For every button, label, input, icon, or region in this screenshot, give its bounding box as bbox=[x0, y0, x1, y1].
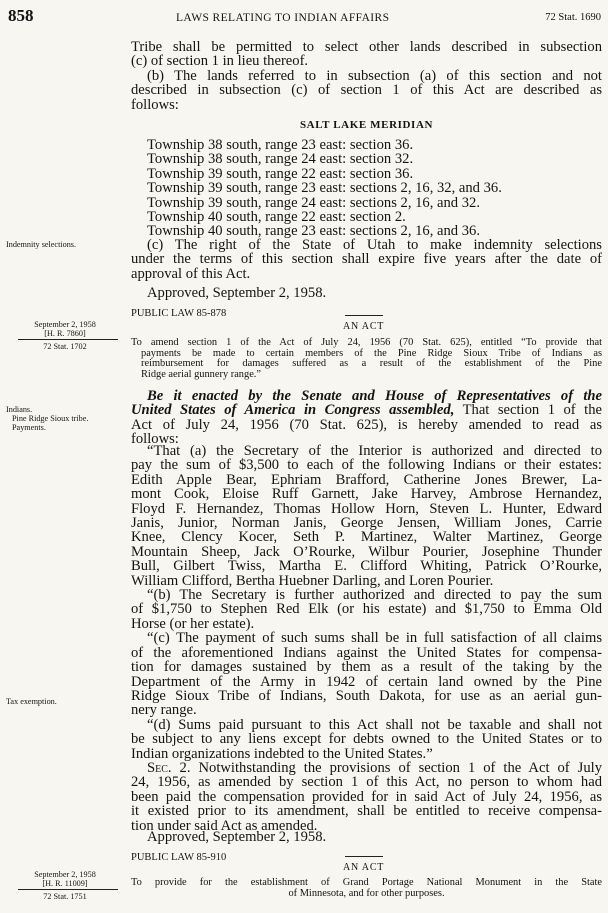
act-summary bbox=[131, 878, 602, 899]
text-line: under the terms of this section shall expire five years after the date of bbox=[131, 251, 602, 268]
enacting-tail: That section 1 of the bbox=[454, 402, 603, 419]
text-line: (b) The lands referred to in subsection (a) of this section and not bbox=[147, 67, 602, 84]
text-line: “(d) Sums paid pursuant to this Act shall not be taxable and shall not bbox=[147, 716, 602, 733]
list-item: Township 40 south, range 23 east: sections 2, 16, and 36. bbox=[147, 223, 480, 240]
list-item: Township 38 south, range 23 east: section 36. bbox=[147, 137, 414, 153]
text-line: Janis, Junior, Norman Janis, George Jensen, William Jones, Carrie bbox=[131, 515, 602, 532]
text-line: Ridge aerial gunnery range.” bbox=[141, 368, 262, 380]
running-title: LAWS RELATING TO INDIAN AFFAIRS bbox=[176, 12, 390, 24]
margin-note-tax: Tax exemption. bbox=[6, 697, 57, 706]
text-line: Department of the Army in 1942 of certain land owned by the Pine bbox=[131, 673, 602, 690]
list-item: Township 39 south, range 23 east: sections 2, 16, 32, and 36. bbox=[147, 180, 502, 197]
subsection-c bbox=[131, 238, 602, 281]
section-label: Sec. 2. bbox=[147, 759, 191, 776]
approved-text: Approved, September 2, 1958. bbox=[147, 829, 327, 845]
margin-note: Pine Ridge Sioux tribe. bbox=[12, 414, 89, 423]
text-line: To provide for the establishment of Grand Portage National Monument in the State bbox=[131, 877, 602, 888]
law-date: September 2, 1958 bbox=[34, 870, 96, 879]
text-line: Knee, Clency Kocer, Seth P. Martinez, Walter Martinez, George bbox=[131, 529, 602, 546]
law-margin-block bbox=[6, 870, 124, 888]
text-line: Indian organizations indebted to the United States.” bbox=[131, 745, 433, 762]
an-act-heading: AN ACT bbox=[343, 862, 385, 873]
stat-citation: 72 Stat. 1690 bbox=[545, 12, 601, 23]
divider bbox=[18, 339, 118, 340]
text-line: “(c) The payment of such sums shall be in full satisfaction of all claims bbox=[147, 630, 602, 647]
text-line: Mountain Sheep, Jack O’Rourke, Wilbur Pourier, Josephine Thunder bbox=[131, 543, 602, 560]
text-line: described in subsection (c) of section 1 of this Act are described as bbox=[131, 82, 602, 99]
law-date: September 2, 1958 bbox=[34, 320, 96, 329]
page-number: 858 bbox=[8, 6, 34, 25]
law-stat: 72 Stat. 1702 bbox=[43, 342, 87, 351]
section-continuation bbox=[131, 40, 602, 112]
text-line: Be it enacted by the Senate and House of Representatives of the bbox=[147, 388, 602, 404]
text-line: of Minnesota, and for other purposes. bbox=[288, 887, 445, 899]
law-stat: 72 Stat. 1751 bbox=[43, 892, 87, 901]
text-line: (c) of section 1 in lieu thereof. bbox=[131, 53, 309, 70]
text-line: “That (a) the Secretary of the Interior is authorized and directed to bbox=[147, 443, 602, 459]
enacting-phrase: United States of America in Congress assembled, bbox=[131, 402, 455, 419]
margin-note: Indians. bbox=[6, 405, 33, 414]
township-list bbox=[131, 138, 602, 239]
text-line: approval of this Act. bbox=[131, 265, 251, 282]
an-act-heading: AN ACT bbox=[343, 321, 385, 332]
text-line: pay the sum of $3,500 to each of the following Indians or their estates: bbox=[131, 457, 602, 474]
text-line: been paid the compensation provided for in said Act of July 24, 1956, as bbox=[131, 788, 602, 805]
text-line: Edith Apple Bear, Ephriam Brafford, Catherine Jones Brewer, La- bbox=[131, 471, 602, 488]
act-summary bbox=[131, 338, 602, 380]
section-text: Notwithstanding the provisions of section 1 of the Act of July bbox=[190, 759, 602, 776]
text-line: tion for damages sustained by them as a result of the taking by the bbox=[131, 659, 602, 676]
meridian-heading: SALT LAKE MERIDIAN bbox=[299, 119, 434, 131]
text-line: be subject to any liens except for debts owned to the United States or to bbox=[131, 731, 602, 748]
text-line: tion under said Act as amended. bbox=[131, 817, 318, 834]
text-line bbox=[131, 761, 602, 775]
margin-note-indemnity: Indemnity selections. bbox=[6, 240, 77, 249]
divider bbox=[18, 889, 118, 890]
list-item: Township 39 south, range 22 east: section 36. bbox=[147, 165, 414, 182]
public-law-title: PUBLIC LAW 85-878 bbox=[131, 308, 227, 319]
public-law-title: PUBLIC LAW 85-910 bbox=[131, 852, 227, 863]
text-line: (c) The right of the State of Utah to make indemnity selections bbox=[147, 237, 602, 253]
text-line: 24, 1956, as amended by section 1 of this Act, no person to whom had bbox=[131, 774, 602, 791]
text-line: mont Cook, Eloise Ruff Garnett, Jake Harvey, Ambrose Hernandez, bbox=[131, 486, 602, 503]
law-margin-block bbox=[6, 320, 124, 338]
text-line: Act of July 24, 1956 (70 Stat. 625), is hereby amended to read as bbox=[131, 416, 602, 433]
divider bbox=[345, 315, 383, 316]
bill-number: [H. R. 7860] bbox=[44, 329, 86, 338]
enacting-clause bbox=[131, 389, 602, 447]
approved-text: Approved, September 2, 1958. bbox=[147, 285, 327, 301]
text-line: Horse (or her estate). bbox=[131, 615, 255, 632]
bill-number: [H. R. 11009] bbox=[42, 879, 88, 888]
text-line: Tribe shall be permitted to select other lands described in subsection bbox=[131, 39, 602, 55]
divider bbox=[345, 856, 383, 857]
approval-line bbox=[131, 830, 602, 844]
text-line: it existed prior to its amendment, shall be entitled to receive compensa- bbox=[131, 803, 602, 820]
margin-note: Payments. bbox=[12, 423, 46, 432]
text-line: follows: bbox=[131, 96, 179, 113]
text-line: of the aforementioned Indians against the United States for compensa- bbox=[131, 644, 602, 661]
text-line: payments be made to certain members of the Pine Ridge Sioux Tribe of Indians as bbox=[141, 347, 602, 359]
list-item: Township 38 south, range 24 east: section 32. bbox=[147, 151, 414, 168]
text-line: Floyd F. Hernandez, Thomas Hollow Horn, Steven L. Hunter, Edward bbox=[131, 500, 602, 517]
text-line: nery range. bbox=[131, 702, 197, 719]
approval-line bbox=[131, 286, 602, 300]
text-line: William Clifford, Bertha Huebner Darling, and Loren Pourier. bbox=[131, 572, 494, 589]
text-line: of $1,750 to Stephen Red Elk (or his estate) and $1,750 to Emma Old bbox=[131, 601, 602, 618]
text-line: follows: bbox=[131, 431, 179, 448]
subsection-a bbox=[131, 444, 602, 833]
list-item: Township 39 south, range 24 east: sections 2, 16, and 32. bbox=[147, 194, 480, 211]
text-line: reimbursement for damages suffered as a result of the establishment of the Pine bbox=[141, 358, 602, 370]
text-line bbox=[131, 403, 602, 417]
list-item: Township 40 south, range 22 east: section 2. bbox=[147, 209, 406, 226]
text-line: Ridge Sioux Tribe of Indians, South Dakota, for use as an aerial gun- bbox=[131, 687, 602, 704]
text-line: To amend section 1 of the Act of July 24, 1956 (70 Stat. 625), entitled “To provide that bbox=[131, 337, 602, 348]
text-line: Bull, Gilbert Twiss, Martha E. Clifford Whiting, Patrick O’Rourke, bbox=[131, 558, 602, 575]
margin-notes-indians bbox=[6, 405, 124, 432]
text-line: “(b) The Secretary is further authorized and directed to pay the sum bbox=[147, 587, 602, 604]
